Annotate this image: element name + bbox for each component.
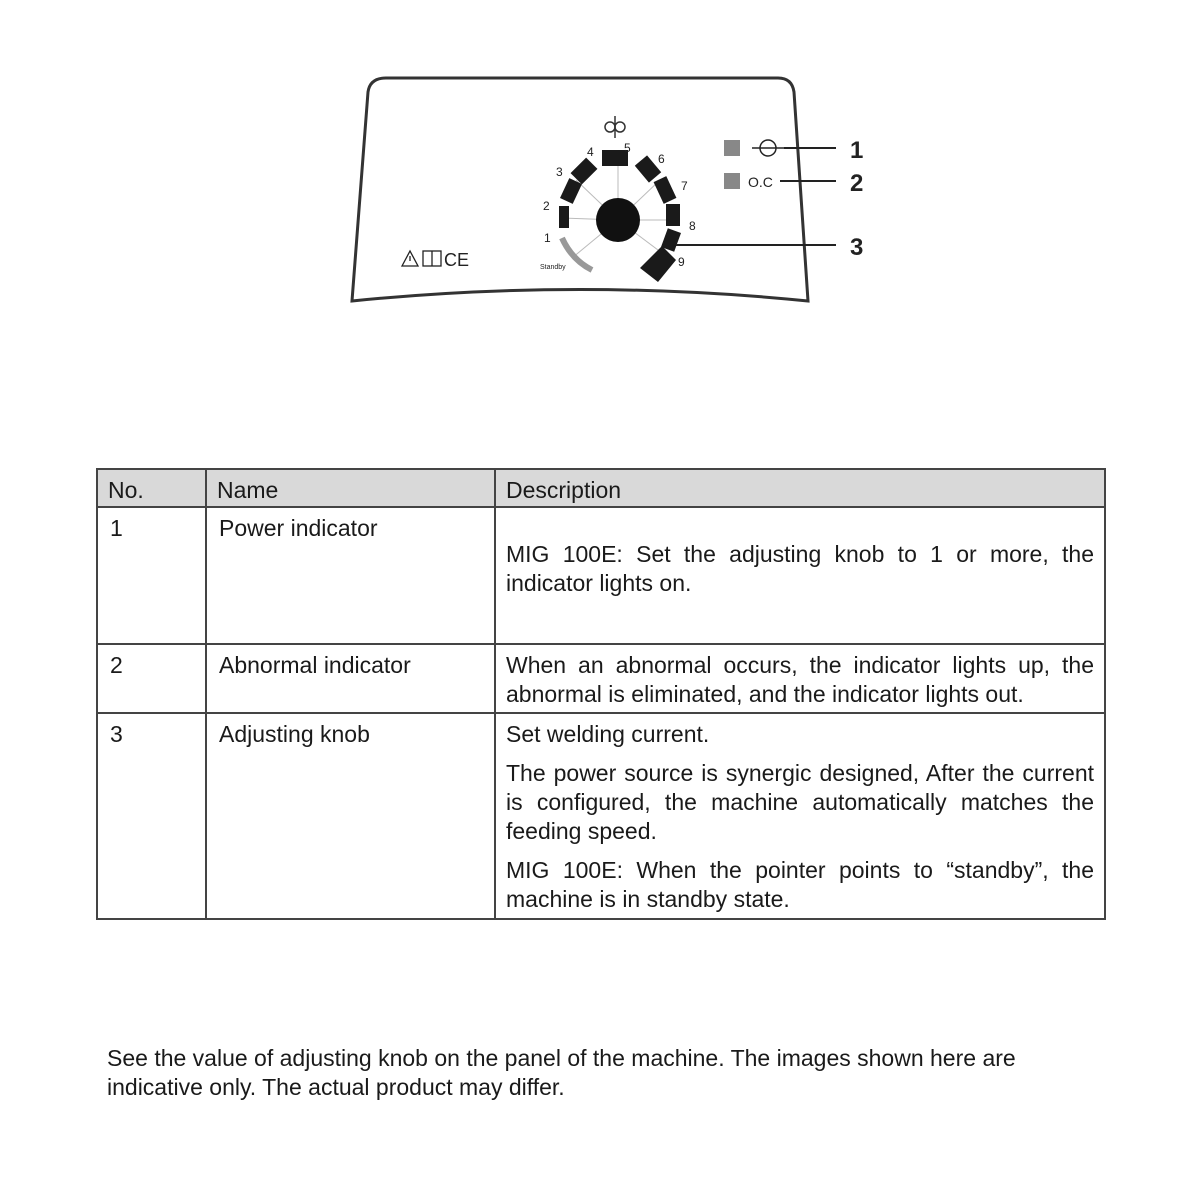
callout-3: 3: [850, 234, 864, 261]
table-row: [97, 713, 1105, 919]
description-paragraph: Set welding current.: [506, 721, 710, 747]
warning-icon: [402, 251, 418, 266]
indicator-spec-table: [96, 468, 1106, 920]
scale-number-7: 7: [681, 179, 688, 193]
power-indicator-lamp: [724, 140, 740, 156]
header-no: No.: [97, 469, 206, 507]
scale-number-6: 6: [658, 152, 665, 166]
row-name: Power indicator: [206, 507, 495, 644]
description-paragraph: When an abnormal occurs, the indicator lights up, the abnormal is eliminated, and the indicator lights out.: [506, 652, 1094, 707]
scale-number-5: 5: [624, 141, 631, 155]
scale-number-4: 4: [587, 145, 594, 159]
row-description: [495, 644, 1105, 713]
abnormal-indicator-lamp: [724, 173, 740, 189]
row-description: [495, 507, 1105, 644]
certification-marks: [402, 250, 469, 270]
header-name: Name: [206, 469, 495, 507]
fan-icon: [605, 116, 625, 138]
scale-number-1: 1: [544, 231, 551, 245]
row-no: 3: [97, 713, 206, 919]
scale-number-8: 8: [689, 219, 696, 233]
row-name: Abnormal indicator: [206, 644, 495, 713]
description-paragraph: The power source is synergic designed, After the current is configured, the machine automatically matches the feeding speed.: [506, 760, 1094, 844]
scale-number-9: 9: [678, 255, 685, 269]
standby-label: Standby: [540, 264, 566, 271]
scale-number-3: 3: [556, 165, 563, 179]
manual-book-icon: [423, 251, 441, 266]
control-panel-diagram: [340, 70, 880, 330]
description-paragraph: MIG 100E: When the pointer points to “standby”, the machine is in standby state.: [506, 857, 1094, 912]
header-description: Description: [495, 469, 1105, 507]
row-description: [495, 713, 1105, 919]
adjusting-knob[interactable]: [596, 198, 640, 242]
power-icon: [752, 140, 784, 156]
row-no: 2: [97, 644, 206, 713]
table-row: [97, 644, 1105, 713]
scale-number-2: 2: [543, 199, 550, 213]
row-name: Adjusting knob: [206, 713, 495, 919]
table-row: [97, 507, 1105, 644]
footnote: See the value of adjusting knob on the panel of the machine. The images shown here are indicative only. The actual product may differ.: [107, 1045, 1016, 1100]
ce-mark: CE: [444, 250, 470, 270]
description-paragraph: MIG 100E: Set the adjusting knob to 1 or more, the indicator lights on.: [506, 541, 1094, 596]
callout-1: 1: [850, 137, 864, 164]
row-no: 1: [97, 507, 206, 644]
oc-label: O.C: [748, 174, 773, 190]
panel-outline: [352, 78, 808, 301]
callout-2: 2: [850, 170, 864, 197]
table-header-row: [97, 469, 1105, 507]
